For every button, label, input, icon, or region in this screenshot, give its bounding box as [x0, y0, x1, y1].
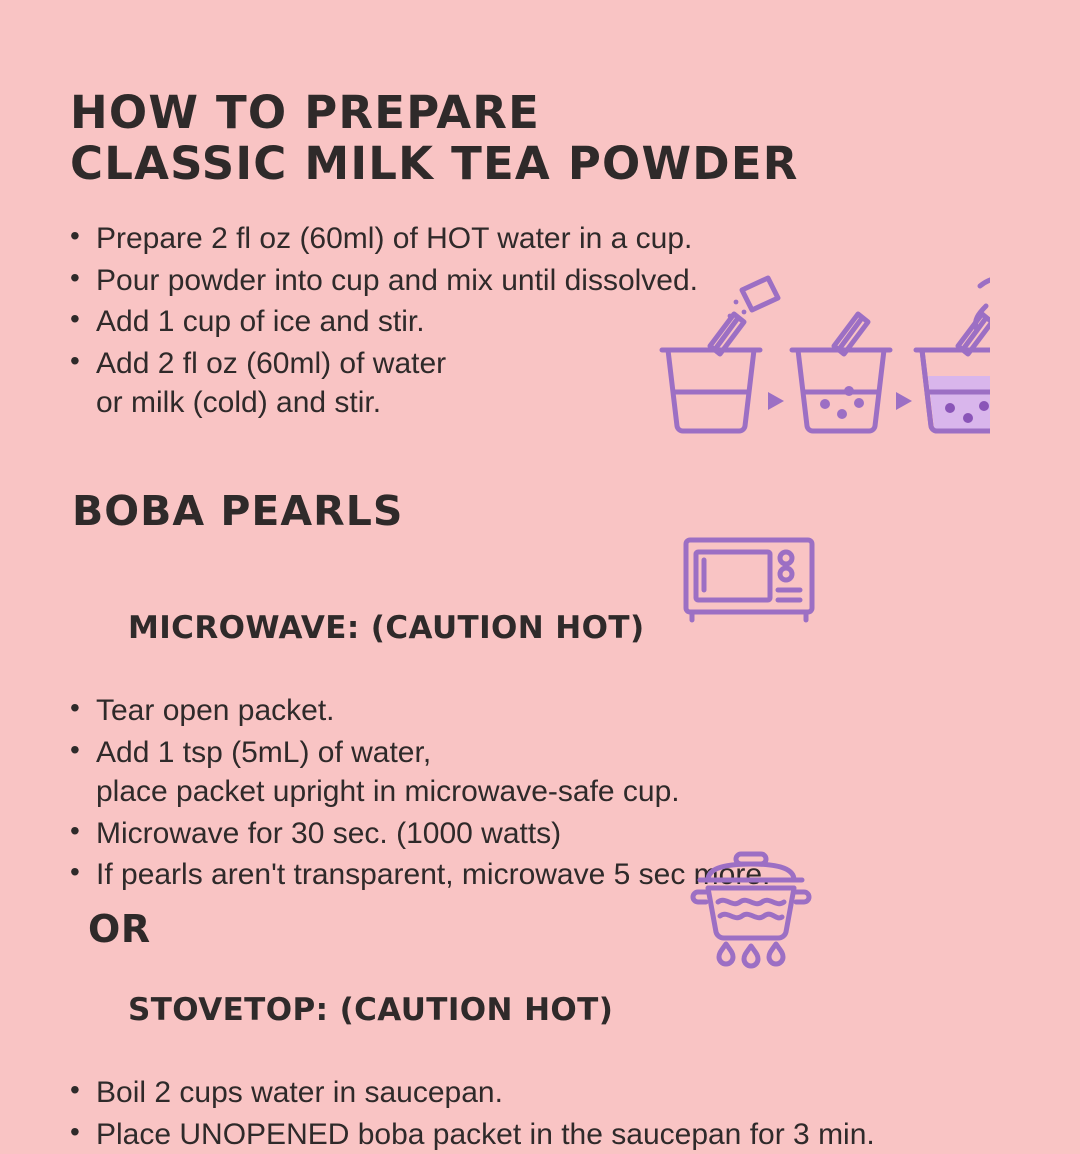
list-item: [70, 691, 1020, 731]
list-item: [70, 855, 1020, 895]
saucepan-with-steam-icon: [686, 848, 816, 973]
step-text: Tear open packet.: [96, 694, 335, 728]
subsection-title-microwave: MICROWAVE: (CAUTION HOT): [128, 610, 645, 647]
step-text: Add 2 fl oz (60ml) of water: [96, 346, 447, 380]
list-item: [70, 219, 1020, 259]
step-text: Boil 2 cups water in saucepan.: [96, 1076, 503, 1110]
section-title-boba-pearls: BOBA PEARLS: [72, 487, 404, 536]
stovetop-steps-list: [70, 1073, 1020, 1154]
page-title-line-1: HOW TO PREPARE: [70, 86, 541, 140]
step-text-continuation: or milk (cold) and stir.: [96, 386, 382, 420]
microwave-steps-list: [70, 691, 1020, 895]
step-text-continuation: place packet upright in microwave-safe cup.: [96, 775, 680, 809]
step-text: Prepare 2 fl oz (60ml) of HOT water in a cup.: [96, 222, 693, 256]
step-text: Pour powder into cup and mix until dissolved.: [96, 263, 698, 297]
step-text: If pearls aren't transparent, microwave 5 sec more.: [96, 858, 771, 892]
list-item: [70, 1073, 1020, 1113]
step-text: Place UNOPENED boba packet in the saucepan for 3 min.: [96, 1117, 875, 1151]
or-separator-label: OR: [88, 907, 151, 952]
page-title-line-2: CLASSIC MILK TEA POWDER: [70, 136, 799, 190]
step-text: Microwave for 30 sec. (1000 watts): [96, 816, 562, 850]
three-cups-with-powder-and-boba-icon: [650, 272, 990, 442]
list-item: [70, 814, 1020, 854]
page-title: [70, 88, 1020, 189]
step-text: Add 1 cup of ice and stir.: [96, 305, 425, 339]
list-item: [70, 1115, 1020, 1154]
microwave-icon: [680, 530, 820, 625]
list-item: [70, 733, 1020, 812]
step-text: Add 1 tsp (5mL) of water,: [96, 735, 432, 769]
subsection-title-stovetop: STOVETOP: (CAUTION HOT): [128, 992, 614, 1029]
